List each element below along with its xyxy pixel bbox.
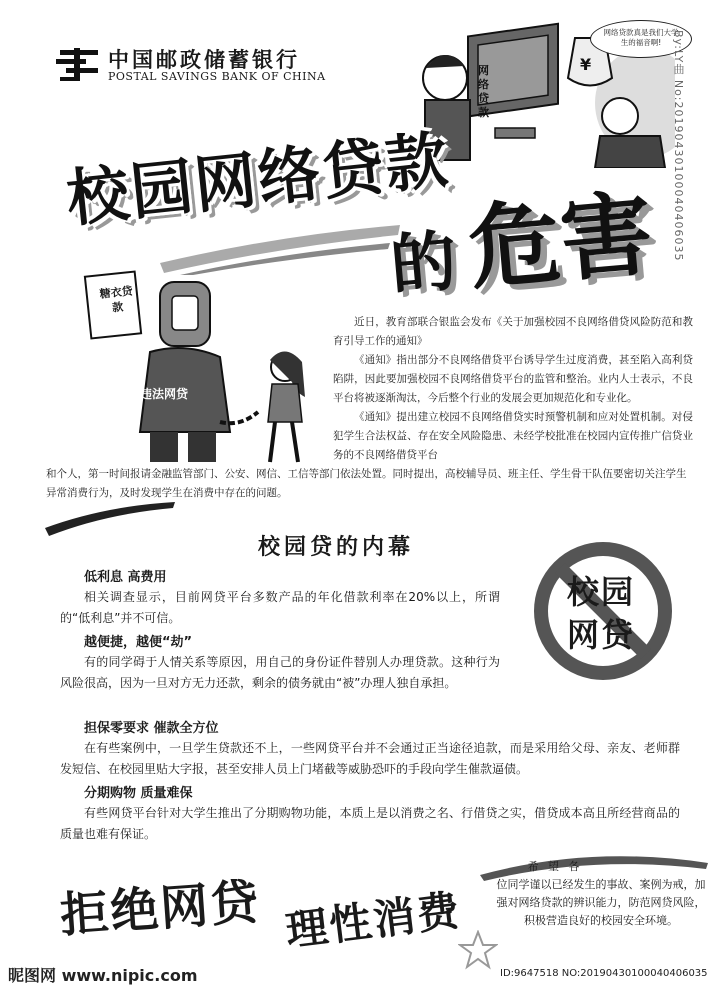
cartoon-body-label: 违法网贷 <box>140 387 189 401</box>
watermark-id: ID:9647518 NO:20190430100040406035 <box>500 968 708 979</box>
nosign-text-line1: 校园 <box>567 573 636 611</box>
nosign-text-line2: 网贷 <box>567 616 636 654</box>
item-heading-4: 分期购物 质量难保 <box>84 786 193 801</box>
intro-paragraph-1: 近日，教育部联合银监会发布《关于加强校园不良网络借贷风险防范和教育引导工作的通知》 <box>333 316 693 347</box>
hope-title: 希 望 各 <box>527 860 583 873</box>
speech-text: 网络贷款真是我们大学生的福音啊! <box>603 28 679 47</box>
intro-paragraph-2: 《通知》指出部分不良网络借贷平台诱导学生过度消费，甚至陷入高利贷陷阱，因此要加强校园不良网络借贷平台的监管和整治。业内人士表示，不良平台将被逐渐淘汰，今后整个行业的发展会更加规范化和专业化。 <box>333 354 693 404</box>
item-heading-3: 担保零要求 催款全方位 <box>84 721 219 736</box>
title-weihai: 危害 <box>464 180 657 303</box>
hope-text: 位同学谨以已经发生的事故、案例为戒，加强对网络贷款的辨识能力，防范网贷风险，积极营造良好的校园安全环境。 <box>496 878 706 927</box>
cartoon-sign-text: 糖衣贷款 <box>99 284 134 315</box>
item-text-3: 在有些案例中，一旦学生贷款还不上，一些网贷平台并不会通过正当途径追款，而是采用给父母、亲友、老师群发短信、在校园里贴大字报，甚至安排人员上门堵截等威胁恐吓的手段向学生催款逼债。 <box>60 741 680 776</box>
item-heading-2: 越便捷，越便“劫” <box>84 635 193 650</box>
item-text-2: 有的同学碍于人情关系等原因，用自己的身份证件替别人办理贷款。这种行为风险很高，因为一旦对方无力还款，剩余的债务就由“被”办理人独自承担。 <box>60 655 500 690</box>
item-text-4: 有些网贷平台针对大学生推出了分期购物功能，本质上是以消费之名、行借贷之实，借贷成本高且所经营商品的质量也难有保证。 <box>60 806 680 841</box>
section-title: 校园贷的内幕 <box>258 535 415 560</box>
title-main: 校园网络贷款 <box>63 122 453 236</box>
intro-column <box>333 313 693 465</box>
bank-name-cn: 中国邮政储蓄银行 <box>108 48 300 72</box>
section-swoosh-decoration <box>45 498 175 538</box>
slogan-refuse-loans: 拒绝网贷 <box>58 874 263 944</box>
bank-name-en: POSTAL SAVINGS BANK OF CHINA <box>108 70 326 83</box>
intro-paragraph-3b: 和个人，第一时间报请金融监管部门、公安、网信、工信等部门依法处置。同时提出，高校辅导员、班主任、学生骨干队伍要密切关注学生异常消费行为，及时发现学生在消费中存在的问题。 <box>46 468 687 499</box>
intro-paragraph-3a: 《通知》提出建立校园不良网络借贷实时预警机制和应对处置机制。对侵犯学生合法权益、存在安全风险隐患、未经学校批准在校园内宣传推广信贷业务的不良网络借贷平台 <box>333 411 693 461</box>
slogan-rational-spending: 理性消费 <box>282 885 464 956</box>
screen-label: 网络贷款 <box>478 64 489 119</box>
postal-savings-logo-icon <box>56 44 102 84</box>
item-text-1: 相关调查显示，目前网贷平台多数产品的年化借款利率在20%以上，所谓的“低利息”并不可信。 <box>60 590 500 625</box>
title-de: 的 <box>387 222 460 305</box>
money-bag-symbol: ¥ <box>580 55 592 74</box>
star-icon <box>458 930 498 970</box>
watermark-site: 昵图网 www.nipic.com <box>8 966 198 985</box>
watermark-side: By:LY曲 No:20190430100040406035 <box>672 30 685 262</box>
item-heading-1: 低利息 高费用 <box>84 570 167 585</box>
